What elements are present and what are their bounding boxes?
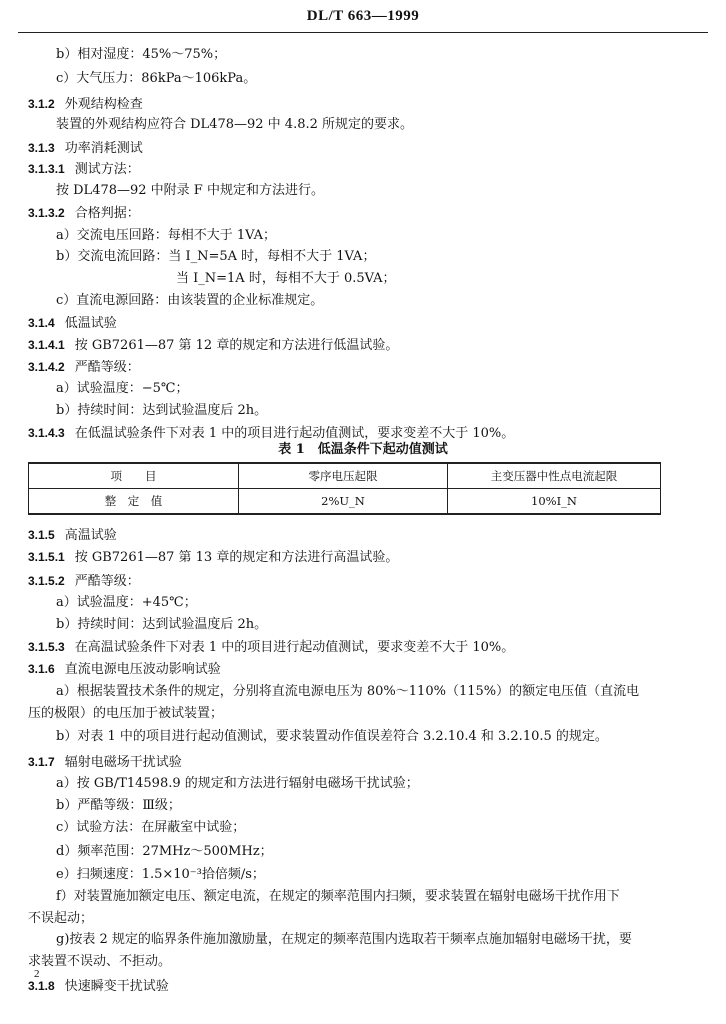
- line-text: b）持续时间：达到试验温度后 2h。: [56, 403, 268, 418]
- line-text: c）大气压力：86kPa～106kPa。: [56, 71, 257, 86]
- body-line: [176, 270, 396, 288]
- table-header-row: [29, 463, 661, 489]
- clause-number: 3.1.3.2: [28, 206, 65, 220]
- line-text: 求装置不误动、不拒动。: [28, 954, 172, 969]
- body-line: [56, 70, 256, 88]
- line-text: g)按表 2 规定的临界条件施加激励量，在规定的频率范围内选取若干频率点施加辐射电磁场干扰，要: [56, 932, 632, 947]
- clause-number: 3.1.5: [28, 528, 55, 542]
- line-text: b）严酷等级：Ⅲ级；: [56, 798, 181, 813]
- section-heading: [28, 160, 140, 179]
- section-heading: [28, 548, 398, 567]
- line-text: b）持续时间：达到试验温度后 2h。: [56, 617, 268, 632]
- body-line: [28, 705, 223, 723]
- line-text: c）直流电源回路：由该装置的企业标准规定。: [56, 293, 324, 308]
- body-line: [56, 843, 273, 861]
- table-cell: 10%I_N: [448, 489, 661, 515]
- table-1: [28, 462, 661, 515]
- line-text: 在高温试验条件下对表 1 中的项目进行起动值测试，要求变差不大于 10%。: [74, 640, 515, 655]
- line-text: c）试验方法：在屏蔽室中试验；: [56, 820, 246, 835]
- line-text: a）根据装置技术条件的规定，分别将直流电源电压为 80%～110%（115%）的额定电压值（直流电: [56, 684, 640, 699]
- body-line: [56, 683, 639, 701]
- line-text: 按 GB7261—87 第 13 章的规定和方法进行高温试验。: [74, 550, 399, 565]
- clause-number: 3.1.8: [28, 979, 55, 993]
- running-header: DL/T 663—1999: [306, 8, 420, 24]
- body-line: [56, 402, 267, 420]
- line-text: 外观结构检查: [64, 97, 143, 112]
- line-text: 合格判据：: [74, 206, 140, 221]
- line-text: b）对表 1 中的项目进行起动值测试，要求装置动作值误差符合 3.2.10.4 和 3.2.10.5 的规定。: [56, 729, 608, 744]
- line-text: f）对装置施加额定电压、额定电流，在规定的频率范围内扫频，要求装置在辐射电磁场干扰作用下: [56, 889, 620, 904]
- table-row: [29, 489, 661, 515]
- body-line: [28, 910, 93, 928]
- body-line: [28, 953, 171, 971]
- section-heading: [28, 638, 514, 657]
- table-caption: 表 1 低温条件下起动值测试: [278, 442, 448, 457]
- line-text: 按 GB7261—87 第 12 章的规定和方法进行低温试验。: [74, 338, 399, 353]
- line-text: 严酷等级：: [74, 360, 140, 375]
- clause-number: 3.1.7: [28, 755, 55, 769]
- clause-number: 3.1.6: [28, 662, 55, 676]
- line-text: 测试方法：: [74, 162, 140, 177]
- line-text: a）交流电压回路：每相不大于 1VA；: [56, 228, 277, 243]
- section-heading: [28, 336, 398, 355]
- clause-number: 3.1.4: [28, 316, 55, 330]
- table-header-cell: 零序电压起限: [239, 463, 448, 489]
- line-text: 高温试验: [64, 528, 117, 543]
- line-text: b）交流电流回路：当 I_N=5A 时，每相不大于 1VA；: [56, 249, 376, 264]
- clause-number: 3.1.4.1: [28, 338, 65, 352]
- clause-number: 3.1.4.3: [28, 426, 65, 440]
- body-line: [56, 227, 276, 245]
- section-heading: [28, 572, 140, 591]
- clause-number: 3.1.5.3: [28, 640, 65, 654]
- line-text: 当 I_N=1A 时，每相不大于 0.5VA；: [176, 271, 396, 286]
- section-heading: [28, 314, 117, 333]
- section-heading: [28, 977, 169, 996]
- line-text: a）按 GB/T14598.9 的规定和方法进行辐射电磁场干扰试验；: [56, 776, 419, 791]
- clause-number: 3.1.4.2: [28, 360, 65, 374]
- body-line: [56, 931, 632, 949]
- body-line: [56, 866, 265, 884]
- body-line: [56, 819, 245, 837]
- line-text: 按 DL478—92 中附录 F 中规定和方法进行。: [56, 183, 324, 198]
- line-text: 不误起动；: [28, 911, 94, 926]
- line-text: 功率消耗测试: [64, 141, 143, 156]
- section-heading: [28, 526, 117, 545]
- body-line: [56, 292, 323, 310]
- clause-number: 3.1.5.2: [28, 574, 65, 588]
- line-text: a）试验温度：+45℃；: [56, 595, 197, 610]
- body-line: [56, 775, 419, 793]
- section-heading: [28, 95, 143, 114]
- line-text: 快速瞬变干扰试验: [64, 979, 169, 994]
- body-line: [56, 616, 267, 634]
- line-text: b）相对湿度：45%～75%；: [56, 47, 227, 62]
- section-heading: [28, 660, 221, 679]
- table-header-cell: 主变压器中性点电流起限: [448, 463, 661, 489]
- line-text: 低温试验: [64, 316, 117, 331]
- body-line: [56, 248, 375, 266]
- page-number: 2: [34, 968, 40, 980]
- body-line: [56, 594, 197, 612]
- line-text: 在低温试验条件下对表 1 中的项目进行起动值测试，要求变差不大于 10%。: [74, 426, 515, 441]
- section-heading: [28, 204, 140, 223]
- body-line: [56, 728, 608, 746]
- line-text: 严酷等级：: [74, 574, 140, 589]
- line-text: 直流电源电压波动影响试验: [64, 662, 221, 677]
- table-cell: 2%U_N: [239, 489, 448, 515]
- body-line: [56, 182, 324, 200]
- line-text: 压的极限）的电压加于被试装置；: [28, 706, 224, 721]
- line-text: d）频率范围：27MHz～500MHz；: [56, 844, 273, 859]
- line-text: e）扫频速度：1.5×10⁻³拾倍频/s；: [56, 867, 265, 882]
- section-heading: [28, 139, 143, 158]
- body-line: [56, 888, 620, 906]
- table-header-cell: 项 目: [29, 463, 239, 489]
- section-heading: [28, 358, 140, 377]
- header-rule: [18, 32, 708, 33]
- clause-number: 3.1.3: [28, 141, 55, 155]
- body-line: [56, 116, 413, 134]
- body-line: [56, 46, 226, 64]
- line-text: 辐射电磁场干扰试验: [64, 755, 182, 770]
- body-line: [56, 380, 188, 398]
- line-text: 装置的外观结构应符合 DL478—92 中 4.8.2 所规定的要求。: [56, 117, 414, 132]
- section-heading: [28, 753, 182, 772]
- clause-number: 3.1.3.1: [28, 162, 65, 176]
- clause-number: 3.1.2: [28, 97, 55, 111]
- line-text: a）试验温度：−5℃；: [56, 381, 189, 396]
- body-line: [56, 797, 181, 815]
- table-cell: 整 定 值: [29, 489, 239, 515]
- clause-number: 3.1.5.1: [28, 550, 65, 564]
